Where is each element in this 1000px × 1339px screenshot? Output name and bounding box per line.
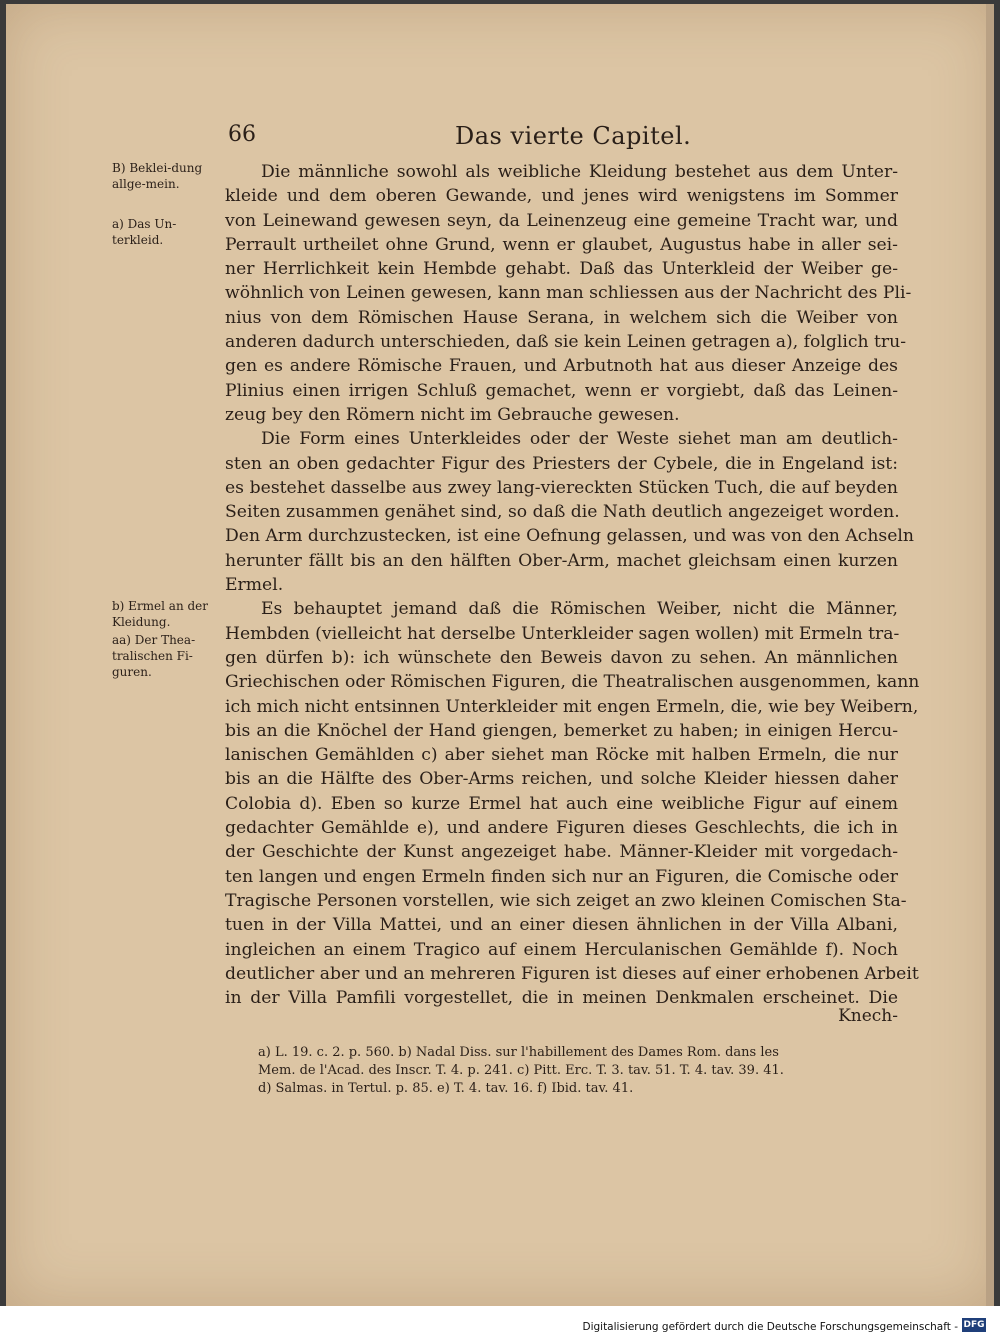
text-line: deutlicher aber und an mehreren Figuren ist dieses auf einer erhobenen Arbeit (225, 963, 919, 984)
text-line: Perrault urtheilet ohne Grund, wenn er glaubet, Augustus habe in aller sei- (225, 234, 898, 255)
text-line: Tragische Personen vorstellen, wie sich zeiget an zwo kleinen Comischen Sta- (225, 890, 907, 911)
text-line: bis an die Knöchel der Hand giengen, bemerket zu haben; in einigen Hercu- (225, 720, 898, 741)
footnote-line: Mem. de l'Acad. des Inscr. T. 4. p. 241. c) Pitt. Erc. T. 3. tav. 51. T. 4. tav. 39. 41. (258, 1063, 784, 1078)
text-line: gen es andere Römische Frauen, und Arbutnoth hat aus dieser Anzeige des (225, 356, 898, 377)
margin-note: B) Beklei-dung allge-mein. (112, 161, 203, 191)
footnote-line: a) L. 19. c. 2. p. 560. b) Nadal Diss. sur l'habillement des Dames Rom. dans les (258, 1045, 779, 1060)
text-line: in der Villa Pamfili vorgestellet, die in meinen Denkmalen erscheinet. Die (225, 988, 898, 1009)
text-line: Seiten zusammen genähet sind, so daß die Nath deutlich angezeiget worden. (225, 502, 900, 523)
text-line: ingleichen an einem Tragico auf einem Herculanischen Gemählde f). Noch (225, 939, 898, 960)
text-line: herunter fällt bis an den hälften Ober-Arm, machet gleichsam einen kurzen (225, 550, 898, 571)
text-line: Plinius einen irrigen Schluß gemachet, wenn er vorgiebt, daß das Leinen- (225, 380, 898, 401)
text-line: anderen dadurch unterschieden, daß sie kein Leinen getragen a), folglich tru- (225, 332, 907, 353)
text-line: nius von dem Römischen Hause Serana, in welchem sich die Weiber von (225, 307, 898, 328)
footnotes (258, 1044, 900, 1098)
text-line: Es behauptet jemand daß die Römischen Weiber, nicht die Männer, (261, 599, 898, 620)
footnote-line: d) Salmas. in Tertul. p. 85. e) T. 4. tav. 16. f) Ibid. tav. 41. (258, 1081, 634, 1096)
text-line: ten langen und engen Ermeln finden sich nur an Figuren, die Comische oder (225, 866, 898, 887)
text-line: der Geschichte der Kunst angezeiget habe. Männer-Kleider mit vorgedach- (225, 842, 898, 863)
text-line: von Leinewand gewesen seyn, da Leinenzeug eine gemeine Tracht war, und (225, 210, 898, 231)
text-line: Colobia d). Eben so kurze Ermel hat auch eine weibliche Figur auf einem (225, 793, 898, 814)
text-line: ich mich nicht entsinnen Unterkleider mit engen Ermeln, die, wie bey Weibern, (225, 696, 919, 717)
text-line: lanischen Gemählden c) aber siehet man Röcke mit halben Ermeln, die nur (225, 745, 898, 766)
text-line: gen dürfen b): ich wünschete den Beweis davon zu sehen. An männlichen (225, 647, 898, 668)
text-line: kleide und dem oberen Gewande, und jenes wird wenigstens im Sommer (225, 186, 898, 207)
text-line: gedachter Gemählde e), und andere Figuren dieses Geschlechts, die ich in (225, 818, 898, 839)
text-line: ner Herrlichkeit kein Hembde gehabt. Daß das Unterkleid der Weiber ge- (225, 259, 898, 280)
text-line: Den Arm durchzustecken, ist eine Oefnung gelassen, und was von den Achseln (225, 526, 914, 547)
text-line: bis an die Hälfte des Ober-Arms reichen, und solche Kleider hiessen daher (225, 769, 898, 790)
dfg-logo: DFG (963, 1320, 985, 1330)
body-text (225, 160, 920, 1010)
text-line: sten an oben gedachter Figur des Priesters der Cybele, die in Engeland ist: (225, 453, 898, 474)
text-line: Hembden (vielleicht hat derselbe Unterkleider sagen wollen) mit Ermeln tra- (225, 623, 900, 644)
page-number: 66 (228, 122, 256, 147)
text-line: Griechischen oder Römischen Figuren, die Theatralischen ausgenommen, kann (225, 672, 920, 693)
page-edge (986, 4, 994, 1306)
footer-credit: Digitalisierung gefördert durch die Deutsche Forschungsgemeinschaft - (582, 1321, 958, 1333)
catchword: Knech- (838, 1006, 898, 1026)
text-line: Die Form eines Unterkleides oder der Weste siehet man am deutlich- (261, 429, 898, 450)
margin-note: aa) Der Thea-tralischen Fi-guren. (112, 633, 196, 679)
margin-note: a) Das Un-terkleid. (112, 217, 177, 247)
text-line: wöhnlich von Leinen gewesen, kann man schliessen aus der Nachricht des Pli- (225, 283, 912, 304)
running-title: Das vierte Capitel. (455, 122, 692, 150)
text-line: Ermel. (225, 575, 284, 596)
text-line: Die männliche sowohl als weibliche Kleidung bestehet aus dem Unter- (261, 162, 898, 182)
text-line: tuen in der Villa Mattei, und an einer diesen ähnlichen in der Villa Albani, (225, 915, 898, 936)
margin-note: b) Ermel an der Kleidung. (112, 599, 209, 629)
text-line: es bestehet dasselbe aus zwey lang-viereckten Stücken Tuch, die auf beyden (225, 477, 898, 498)
text-line: zeug bey den Römern nicht im Gebrauche gewesen. (225, 404, 680, 425)
